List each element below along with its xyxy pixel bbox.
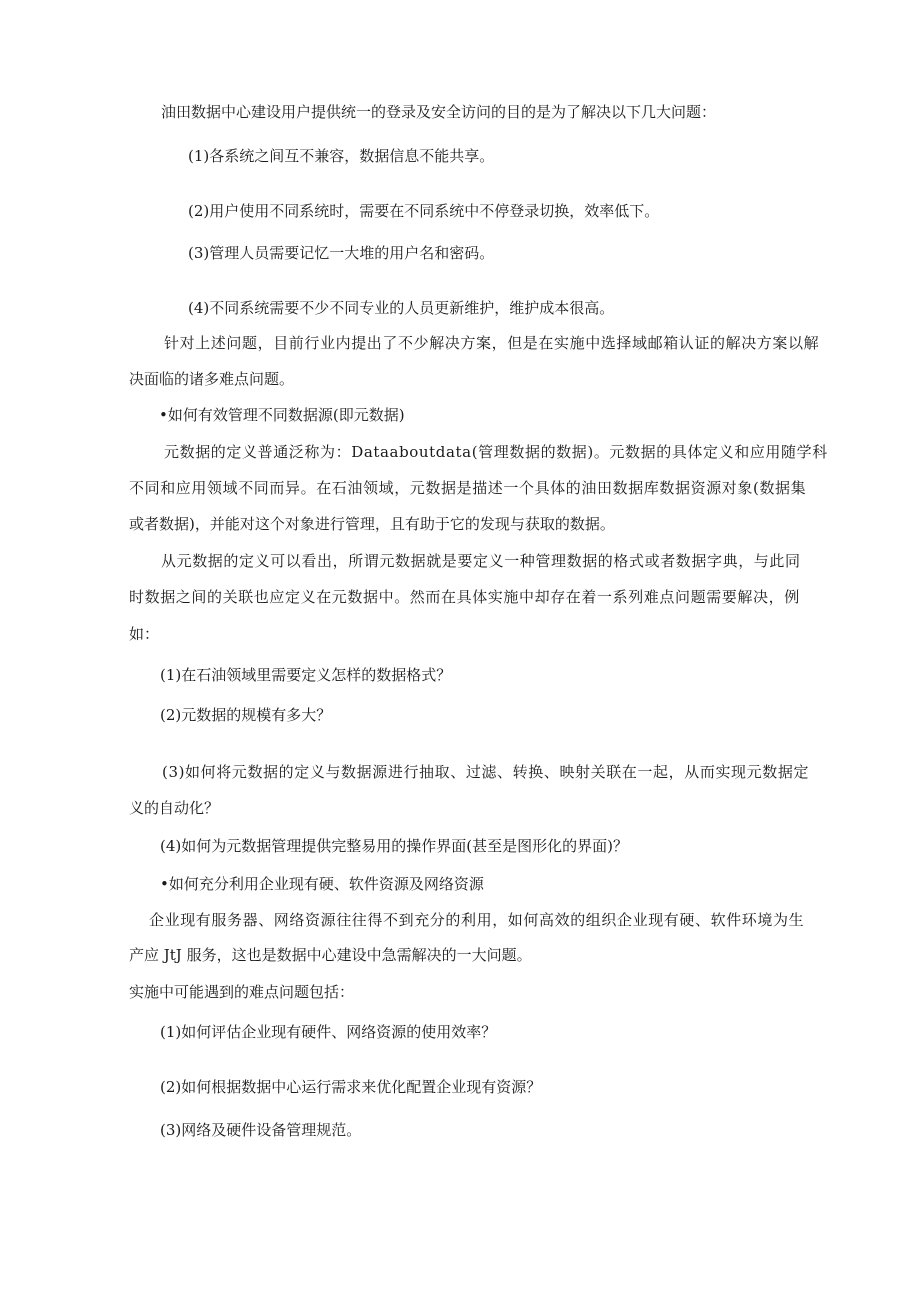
- metadata-question-1: (1)在石油领域里需要定义怎样的数据格式？: [160, 666, 452, 684]
- issues-intro: 实施中可能遇到的难点问题包括：: [129, 983, 355, 1001]
- metadata-question-2: (2)元数据的规模有多大？: [160, 706, 332, 724]
- resource-line-1: 企业现有服务器、网络资源往往得不到充分的利用，如何高效的组织企业现有硬、软件环境为生: [149, 911, 805, 929]
- resource-line-2: 产应 JtJ 服务，这也是数据中心建设中急需解决的一大问题。: [129, 946, 532, 964]
- definition2-line-2: 时数据之间的关联也应定义在元数据中。然而在具体实施中却存在着一系列难点问题需要解决，例: [129, 588, 800, 606]
- response-line-2: 决面临的诸多难点问题。: [129, 370, 295, 388]
- definition-line-2: 不同和应用领域不同而异。在石油领域，元数据是描述一个具体的油田数据库数据资源对象(数据集: [129, 479, 807, 497]
- definition-line-1: 元数据的定义普通泛称为：Dataaboutdata(管理数据的数据)。元数据的具体定义和应用随学科: [164, 443, 828, 461]
- problem-item-4: (4)不同系统需要不少不同专业的人员更新维护，维护成本很高。: [188, 299, 615, 317]
- section-heading-metadata: •如何有效管理不同数据源(即元数据): [159, 406, 405, 424]
- issue-item-2: (2)如何根据数据中心运行需求来优化配置企业现有资源？: [160, 1078, 542, 1096]
- metadata-question-4: (4)如何为元数据管理提供完整易用的操作界面(甚至是图形化的界面)？: [160, 837, 628, 855]
- problem-item-2: (2)用户使用不同系统时，需要在不同系统中不停登录切换，效率低下。: [188, 202, 660, 220]
- definition2-line-3: 如：: [129, 625, 160, 643]
- response-line-1: 针对上述问题，目前行业内提出了不少解决方案，但是在实施中选择域邮箱认证的解决方案以解: [164, 334, 820, 352]
- issue-item-1: (1)如何评估企业现有硬件、网络资源的使用效率？: [160, 1023, 497, 1041]
- section-heading-resources: •如何充分利用企业现有硬、软件资源及网络资源: [160, 875, 484, 893]
- problem-item-1: (1)各系统之间互不兼容，数据信息不能共享。: [188, 147, 495, 165]
- problem-item-3: (3)管理人员需要记忆一大堆的用户名和密码。: [188, 244, 495, 262]
- intro-paragraph: 油田数据中心建设用户提供统一的登录及安全访问的目的是为了解决以下几大问题：: [161, 103, 717, 121]
- definition-line-3: 或者数据)，并能对这个对象进行管理，且有助于它的发现与获取的数据。: [129, 515, 615, 533]
- metadata-question-3-line-1: (3)如何将元数据的定义与数据源进行抽取、过滤、转换、映射关联在一起，从而实现元数据定: [162, 763, 810, 781]
- definition2-line-1: 从元数据的定义可以看出，所谓元数据就是要定义一种管理数据的格式或者数据字典，与此同: [161, 552, 801, 570]
- metadata-question-3-line-2: 义的自动化？: [129, 799, 220, 817]
- issue-item-3: (3)网络及硬件设备管理规范。: [160, 1121, 362, 1139]
